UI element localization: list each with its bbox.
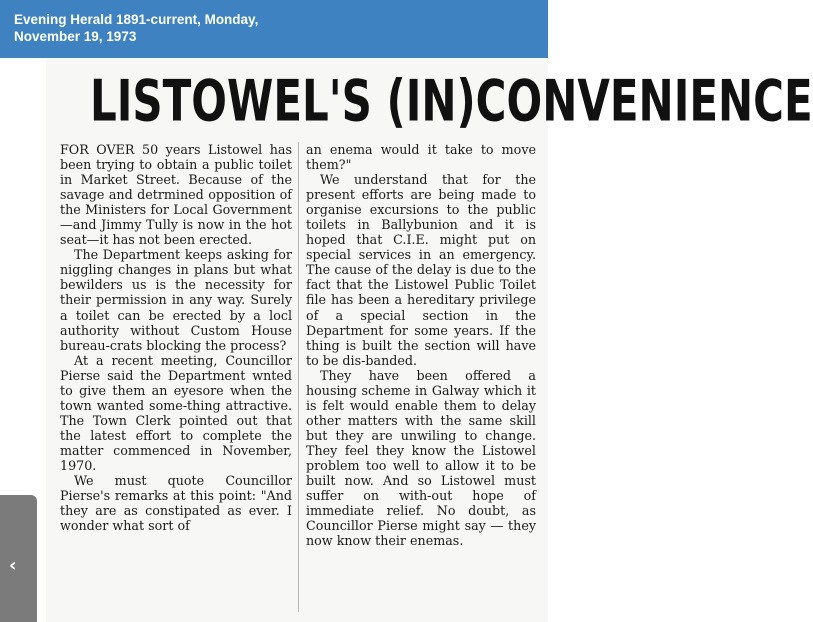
paragraph: We must quote Councillor Pierse's remarks at this point: "And they are as constipated as ever. I wonder what sort of — [60, 473, 292, 534]
article-column-right — [306, 142, 536, 548]
chevron-left-icon: ‹ — [9, 555, 17, 576]
paragraph: They have been offered a housing scheme in Galway which it is felt would enable them to delay other matters with the same skill but they are unwiling to change. They feel they know the Listowel problem too well to allow it to be built now. And so Listowel must suffer on with-out hope of immediate relief. No doubt, as Councillor Pierse might say — they now know their enemas. — [306, 367, 536, 549]
paragraph: At a recent meeting, Councillor Pierse said the Department wnted to give them an eyesore when the town wanted some-thing attractive. The Town Clerk pointed out that the latest effort to complete the matter commenced in November, 1970. — [60, 352, 292, 473]
column-divider — [298, 142, 299, 612]
source-title: Evening Herald 1891-current, Monday, — [14, 12, 259, 27]
source-header — [0, 0, 548, 58]
source-date: November 19, 1973 — [14, 29, 137, 44]
paragraph: The Department keeps asking for niggling changes in plans but what bewilders us is the necessity for their permission in any way. Surely a toilet can be erected by a locl authority without Custom House bureau-crats blocking the process? — [60, 247, 292, 353]
newspaper-clipping — [46, 58, 813, 622]
article-headline: LISTOWEL'S (IN)CONVENIENCE — [90, 68, 813, 135]
article-column-left — [60, 142, 292, 533]
paragraph: FOR OVER 50 years Listowel has been trying to obtain a public toilet in Market Street. Because of the savage and detrmined opposition of the Ministers for Local Government —and Jimmy Tully is now in the hot seat—it has not been erected. — [60, 142, 292, 248]
paragraph: an enema would it take to move them?" — [306, 142, 536, 173]
paragraph: We understand that for the present efforts are being made to organise excursions to the public toilets in Ballybunion and it is hoped that C.I.E. might put on special services in an emergency. The cause of the delay is due to the fact that the Listowel Public Toilet file has been a hereditary privilege of a special section in the Department for some years. If the thing is built the section will have to be dis-banded. — [306, 172, 536, 368]
back-button[interactable] — [0, 495, 37, 622]
